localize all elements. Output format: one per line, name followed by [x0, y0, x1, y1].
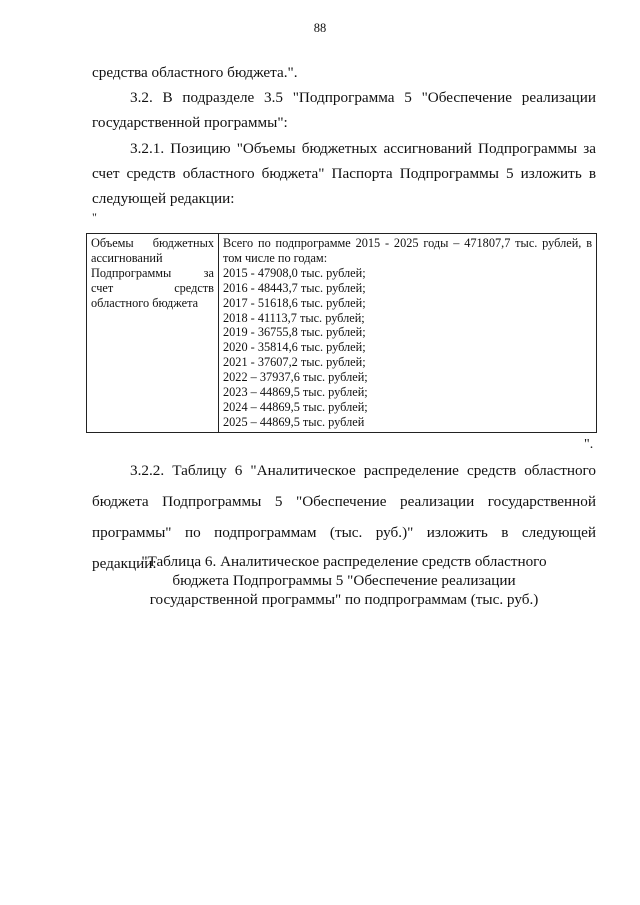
text-line: средства областного бюджета.".	[92, 64, 298, 81]
cell-line: 2021 - 37607,2 тыс. рублей;	[223, 355, 366, 370]
cell-line: 2022 – 37937,6 тыс. рублей;	[223, 370, 368, 385]
cell-line: 2017 - 51618,6 тыс. рублей;	[223, 295, 366, 310]
cell-line: 2020 - 35814,6 тыс. рублей;	[223, 340, 366, 355]
cell-line: Подпрограммы за	[91, 265, 214, 280]
cell-line: 2024 – 44869,5 тыс. рублей;	[223, 399, 368, 414]
table-cell-values	[219, 234, 597, 433]
text-line: государственной программы":	[92, 114, 288, 131]
opening-quote: "	[92, 210, 97, 224]
passport-table	[86, 233, 597, 433]
text-line: бюджета Подпрограммы 5 "Обеспечение реализации государственной	[92, 493, 596, 510]
section-3-2-1	[92, 136, 596, 211]
cell-line: 2019 - 36755,8 тыс. рублей;	[223, 325, 366, 340]
cell-line: 2016 - 48443,7 тыс. рублей;	[223, 280, 366, 295]
text-line: 3.2.2. Таблицу 6 "Аналитическое распределение средств областного	[130, 462, 596, 479]
cell-line: Всего по подпрограмме 2015 - 2025 годы – 471807,7 тыс. рублей, в	[223, 236, 592, 250]
text-line: 3.2.1. Позицию "Объемы бюджетных ассигнований Подпрограммы за	[130, 140, 596, 157]
paragraph-continuation	[92, 60, 596, 85]
text-line: 3.2. В подразделе 3.5 "Подпрограмма 5 "Обеспечение реализации	[130, 89, 596, 106]
text-line: программы" по подпрограммам (тыс. руб.)" изложить в следующей редакции:	[92, 524, 596, 572]
text-line: следующей редакции:	[92, 190, 235, 207]
closing-quote: ".	[584, 437, 594, 452]
caption-line: "Таблица 6. Аналитическое распределение средств областного	[141, 553, 547, 570]
cell-line: 2023 – 44869,5 тыс. рублей;	[223, 385, 368, 400]
table-caption	[92, 552, 596, 609]
table-cell-label	[87, 234, 219, 433]
text-line: счет средств областного бюджета" Паспорта Подпрограммы 5 изложить в	[92, 165, 596, 182]
cell-line: том числе по годам:	[223, 250, 328, 265]
cell-line: 2018 - 41113,7 тыс. рублей;	[223, 310, 365, 325]
cell-line: ассигнований	[91, 250, 163, 265]
cell-line: 2025 – 44869,5 тыс. рублей	[223, 414, 365, 429]
table-row	[87, 234, 597, 433]
cell-line: Объемы бюджетных	[91, 236, 214, 250]
cell-line: 2015 - 47908,0 тыс. рублей;	[223, 265, 366, 280]
caption-line: государственной программы" по подпрограммам (тыс. руб.)	[149, 591, 539, 608]
section-3-2	[92, 85, 596, 135]
caption-line: бюджета Подпрограммы 5 "Обеспечение реализации	[172, 572, 516, 589]
page-number: 88	[313, 21, 327, 35]
cell-line: счет средств	[91, 280, 214, 295]
cell-line: областного бюджета	[91, 295, 199, 310]
